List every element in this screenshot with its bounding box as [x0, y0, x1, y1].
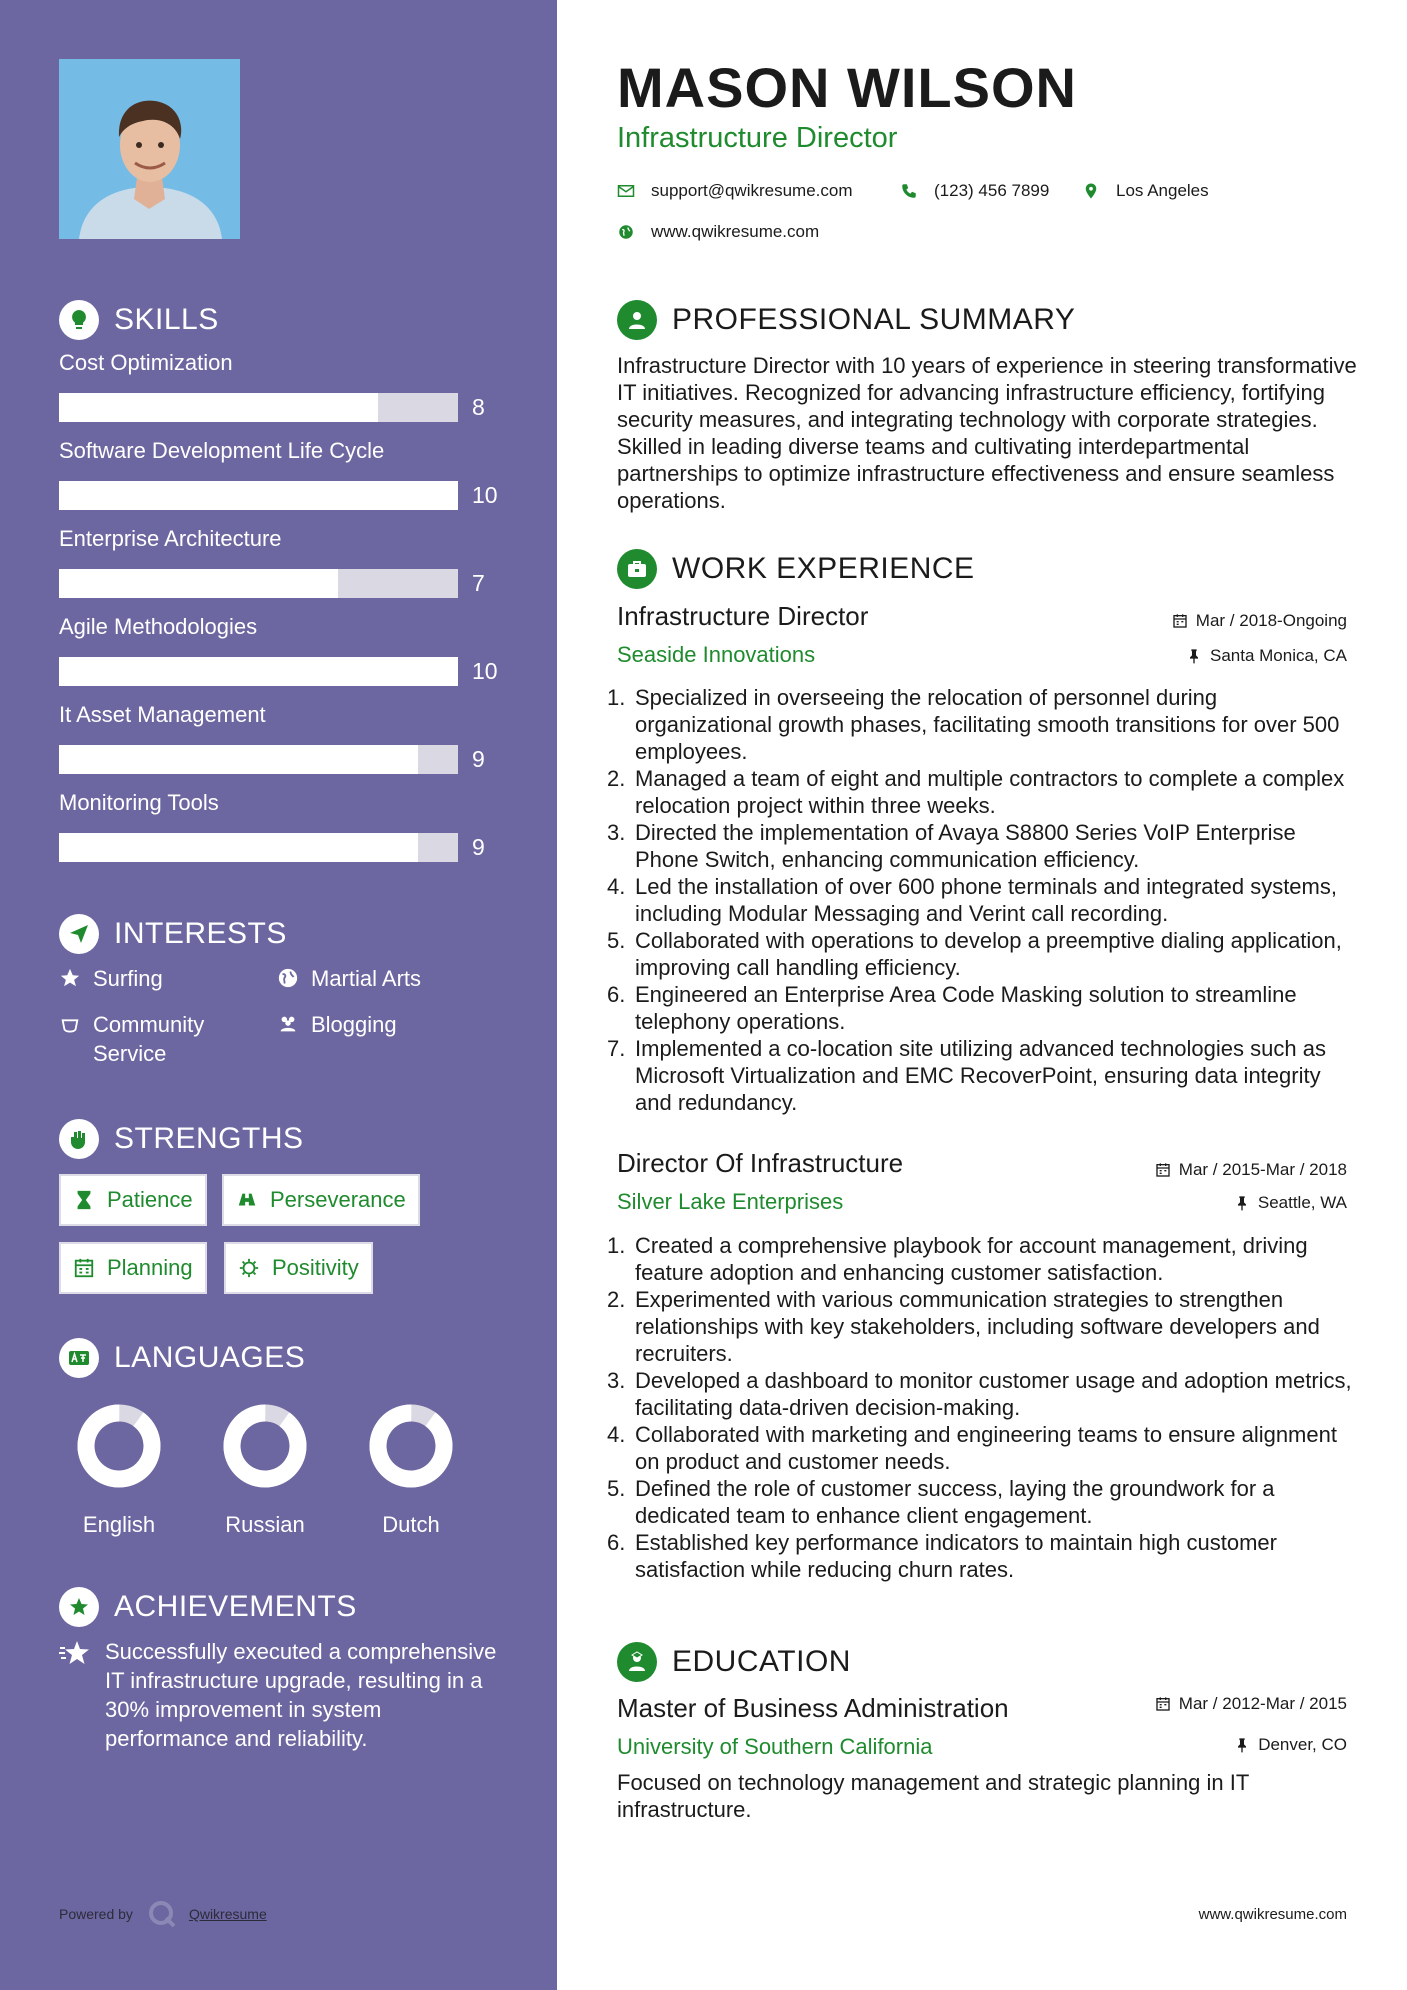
language-item: [351, 1402, 471, 1538]
language-level-arc: [367, 1402, 455, 1490]
skill-item: [59, 438, 499, 508]
job-bullets: [607, 684, 1359, 1116]
skill-bar: [59, 833, 458, 862]
list-item: [607, 1035, 1359, 1116]
strength-badge: [59, 1242, 207, 1294]
job-location: [1186, 646, 1347, 666]
summary-title: PROFESSIONAL SUMMARY: [672, 303, 1076, 336]
interests-header: [59, 914, 287, 954]
user-icon: [617, 300, 657, 340]
binoculars-icon: [236, 1189, 258, 1211]
strength-badge: [224, 1242, 373, 1294]
language-label: Dutch: [382, 1512, 440, 1537]
list-item-text: Experimented with various communication strategies to strengthen relationships with key stakeholders, including software developers and recruiters.: [635, 1287, 1320, 1366]
users-icon: [277, 1013, 299, 1035]
list-number: 7.: [607, 1036, 626, 1061]
interest-label: Martial Arts: [311, 966, 422, 991]
skill-bar-fill: [59, 745, 418, 774]
achievement-item: [59, 1637, 509, 1753]
job-title: Director Of Infrastructure: [617, 1148, 904, 1178]
achievements-title: ACHIEVEMENTS: [114, 1590, 357, 1623]
school-name: University of Southern California: [617, 1734, 933, 1759]
language-level-arc: [221, 1402, 309, 1490]
briefcase-icon: [617, 549, 657, 589]
education-location-text: Denver, CO: [1258, 1735, 1347, 1754]
list-number: 5.: [607, 928, 626, 953]
skill-bar-fill: [59, 393, 378, 422]
calendar-icon: [1172, 613, 1188, 629]
job-company: Seaside Innovations: [617, 642, 816, 667]
phone-text: (123) 456 7899: [934, 181, 1050, 200]
job-location: [1234, 1193, 1347, 1213]
envelope-icon: [617, 182, 635, 200]
list-item: [607, 819, 1359, 873]
lightbulb-icon: [59, 300, 99, 340]
pushpin-icon: [1234, 1195, 1250, 1211]
list-item: [607, 1421, 1359, 1475]
profile-photo-image: [59, 59, 240, 239]
languages-title: LANGUAGES: [114, 1341, 306, 1374]
strength-label: Planning: [107, 1255, 193, 1280]
skill-value: 10: [472, 482, 498, 508]
candidate-name: MASON WILSON: [617, 56, 1077, 119]
calendar-icon: [73, 1257, 95, 1279]
education-description: Focused on technology management and strategic planning in IT infrastructure.: [617, 1770, 1249, 1822]
sun-icon: [238, 1257, 260, 1279]
job-dates: [1155, 1160, 1347, 1180]
graduation-icon: [617, 1642, 657, 1682]
calendar-icon: [1155, 1162, 1171, 1178]
interest-item: [277, 964, 421, 993]
location-text: Los Angeles: [1116, 181, 1209, 200]
contact-website[interactable]: [617, 222, 819, 242]
interest-item: [277, 1010, 397, 1039]
interest-item: [59, 964, 163, 993]
email-text: support@qwikresume.com: [651, 181, 853, 200]
degree-title: Master of Business Administration: [617, 1693, 1009, 1723]
interest-item: [59, 1010, 239, 1068]
skill-value: 9: [472, 746, 485, 772]
language-label: Russian: [225, 1512, 305, 1537]
powered-by: [59, 1899, 267, 1929]
list-number: 2.: [607, 766, 626, 791]
footer-website-link[interactable]: www.qwikresume.com: [1198, 1906, 1347, 1923]
map-pin-icon: [1082, 182, 1100, 200]
skill-bar: [59, 393, 458, 422]
list-item: [607, 1232, 1359, 1286]
list-number: 6.: [607, 1530, 626, 1555]
candidate-role: Infrastructure Director: [617, 122, 898, 154]
translate-icon: [59, 1338, 99, 1378]
list-number: 4.: [607, 874, 626, 899]
skill-bar: [59, 657, 458, 686]
language-ring: [75, 1402, 163, 1490]
job-dates-text: Mar / 2018-Ongoing: [1195, 611, 1347, 630]
summary-header: [617, 300, 1075, 340]
list-item: [607, 873, 1359, 927]
language-item: [205, 1402, 325, 1538]
skill-bar: [59, 569, 458, 598]
hand-fist-icon: [59, 1119, 99, 1159]
education-dates-text: Mar / 2012-Mar / 2015: [1178, 1694, 1347, 1713]
skill-bar-fill: [59, 481, 458, 510]
skill-value: 9: [472, 834, 485, 860]
skill-bar: [59, 745, 458, 774]
job-location-text: Santa Monica, CA: [1209, 646, 1347, 665]
list-item: [607, 981, 1359, 1035]
experience-title: WORK EXPERIENCE: [672, 552, 975, 585]
skills-header: [59, 300, 219, 340]
job-title: Infrastructure Director: [617, 601, 869, 631]
education-header: [617, 1642, 851, 1682]
calendar-icon: [1155, 1696, 1171, 1712]
language-label: English: [82, 1512, 156, 1537]
strength-badge: [222, 1174, 420, 1226]
profile-photo: [59, 59, 240, 239]
list-item-text: Collaborated with operations to develop a preemptive dialing application, improving call handling efficiency.: [635, 928, 1342, 980]
brand-link[interactable]: Qwikresume: [188, 1906, 267, 1922]
list-item-text: Created a comprehensive playbook for account management, driving feature adoption and enhancing customer satisfaction.: [635, 1233, 1308, 1285]
contact-location: [1082, 181, 1209, 201]
skill-item: [59, 614, 499, 684]
list-number: 5.: [607, 1476, 626, 1501]
strength-badge: [59, 1174, 207, 1226]
languages-header: [59, 1338, 305, 1378]
skill-name: Software Development Life Cycle: [59, 438, 385, 463]
phone-icon: [900, 182, 918, 200]
hourglass-icon: [73, 1189, 95, 1211]
skill-item: [59, 526, 499, 596]
language-level-arc: [75, 1402, 163, 1490]
interest-label: Community Service: [93, 1012, 205, 1066]
pushpin-icon: [1186, 648, 1202, 664]
contact-phone[interactable]: [900, 181, 1049, 201]
list-item-text: Developed a dashboard to monitor customer usage and adoption metrics, facilitating data-driven decision-making.: [635, 1368, 1352, 1420]
list-item-text: Defined the role of customer success, laying the groundwork for a dedicated team to enhance client engagement.: [635, 1476, 1275, 1528]
skill-name: Cost Optimization: [59, 350, 233, 375]
list-number: 3.: [607, 1368, 626, 1393]
skill-name: Monitoring Tools: [59, 790, 219, 815]
summary-text: Infrastructure Director with 10 years of experience in steering transformative IT initiatives. Recognized for advancing infrastructure efficiency, fortifying security measures, and integrating technology with corporate strategies. Skilled in leading diverse teams and cultivating interdepartmental partnerships to optimize infrastructure effectiveness and ensure seamless operations.: [617, 353, 1357, 513]
star-icon: [59, 967, 81, 989]
skill-bar-fill: [59, 657, 458, 686]
skill-bar: [59, 481, 458, 510]
list-number: 1.: [607, 685, 626, 710]
trophy-star-icon: [59, 1587, 99, 1627]
list-number: 6.: [607, 982, 626, 1007]
list-item-text: Implemented a co-location site utilizing advanced technologies such as Microsoft Virtualization and EMC RecoverPoint, ensuring data integrity and redundancy.: [635, 1036, 1326, 1115]
list-number: 2.: [607, 1287, 626, 1312]
strengths-title: STRENGTHS: [114, 1122, 304, 1155]
skill-name: It Asset Management: [59, 702, 266, 727]
website-text: www.qwikresume.com: [651, 222, 820, 241]
job-company: Silver Lake Enterprises: [617, 1189, 844, 1214]
list-number: 3.: [607, 820, 626, 845]
achievements-header: [59, 1587, 357, 1627]
list-item: [607, 684, 1359, 765]
list-item: [607, 1529, 1359, 1583]
paper-plane-icon: [59, 914, 99, 954]
job-location-text: Seattle, WA: [1257, 1193, 1347, 1212]
skill-name: Enterprise Architecture: [59, 526, 282, 551]
job-dates-text: Mar / 2015-Mar / 2018: [1178, 1160, 1347, 1179]
list-number: 1.: [607, 1233, 626, 1258]
skills-title: SKILLS: [114, 303, 219, 336]
skill-item: [59, 702, 499, 772]
job-bullets: [607, 1232, 1359, 1583]
interest-label: Surfing: [93, 966, 163, 991]
list-item-text: Managed a team of eight and multiple contractors to complete a complex relocation project within three weeks.: [635, 766, 1345, 818]
strengths-header: [59, 1119, 304, 1159]
list-item-text: Engineered an Enterprise Area Code Masking solution to streamline telephony operations.: [635, 982, 1297, 1034]
list-item-text: Led the installation of over 600 phone terminals and integrated systems, including Modular Messaging and Verint call recording.: [635, 874, 1337, 926]
job-dates: [1172, 611, 1347, 631]
skill-bar-fill: [59, 833, 418, 862]
experience-header: [617, 549, 975, 589]
list-item-text: Specialized in overseeing the relocation of personnel during organizational growth phases, facilitating smooth transitions for over 500 employees.: [635, 685, 1340, 764]
powered-by-label: Powered by: [59, 1906, 133, 1922]
strength-label: Positivity: [272, 1255, 359, 1280]
skill-value: 8: [472, 394, 485, 420]
list-item-text: Collaborated with marketing and engineering teams to ensure alignment on product and customer needs.: [635, 1422, 1337, 1474]
skill-bar-fill: [59, 569, 338, 598]
list-item: [607, 765, 1359, 819]
list-item: [607, 1286, 1359, 1367]
skill-name: Agile Methodologies: [59, 614, 258, 639]
list-item-text: Directed the implementation of Avaya S8800 Series VoIP Enterprise Phone Switch, enhancing communication efficiency.: [635, 820, 1296, 872]
strength-label: Perseverance: [270, 1187, 406, 1212]
education-title: EDUCATION: [672, 1645, 851, 1678]
contact-email[interactable]: [617, 181, 853, 201]
pushpin-icon: [1234, 1737, 1250, 1753]
language-item: [59, 1402, 179, 1538]
hand-icon: [59, 1013, 81, 1035]
interests-title: INTERESTS: [114, 917, 287, 950]
strength-label: Patience: [107, 1187, 193, 1212]
skill-item: [59, 350, 499, 420]
globe-icon: [277, 967, 299, 989]
globe-icon: [617, 223, 635, 241]
skill-item: [59, 790, 499, 860]
list-item: [607, 1367, 1359, 1421]
list-item: [607, 927, 1359, 981]
skill-value: 10: [472, 658, 498, 684]
education-dates: [1155, 1694, 1347, 1714]
sidebar: [0, 0, 557, 1990]
achievement-text: Successfully executed a comprehensive IT infrastructure upgrade, resulting in a 30% improvement in system performance and reliability.: [105, 1639, 497, 1751]
education-location: [1234, 1735, 1347, 1755]
interest-label: Blogging: [311, 1012, 397, 1037]
list-item-text: Established key performance indicators to maintain high customer satisfaction while reducing churn rates.: [635, 1530, 1277, 1582]
skill-value: 7: [472, 570, 485, 596]
language-ring: [221, 1402, 309, 1490]
language-ring: [367, 1402, 455, 1490]
list-item: [607, 1475, 1359, 1529]
list-number: 4.: [607, 1422, 626, 1447]
qwikresume-logo-icon: [147, 1899, 177, 1929]
star-burst-icon: [59, 1640, 91, 1666]
